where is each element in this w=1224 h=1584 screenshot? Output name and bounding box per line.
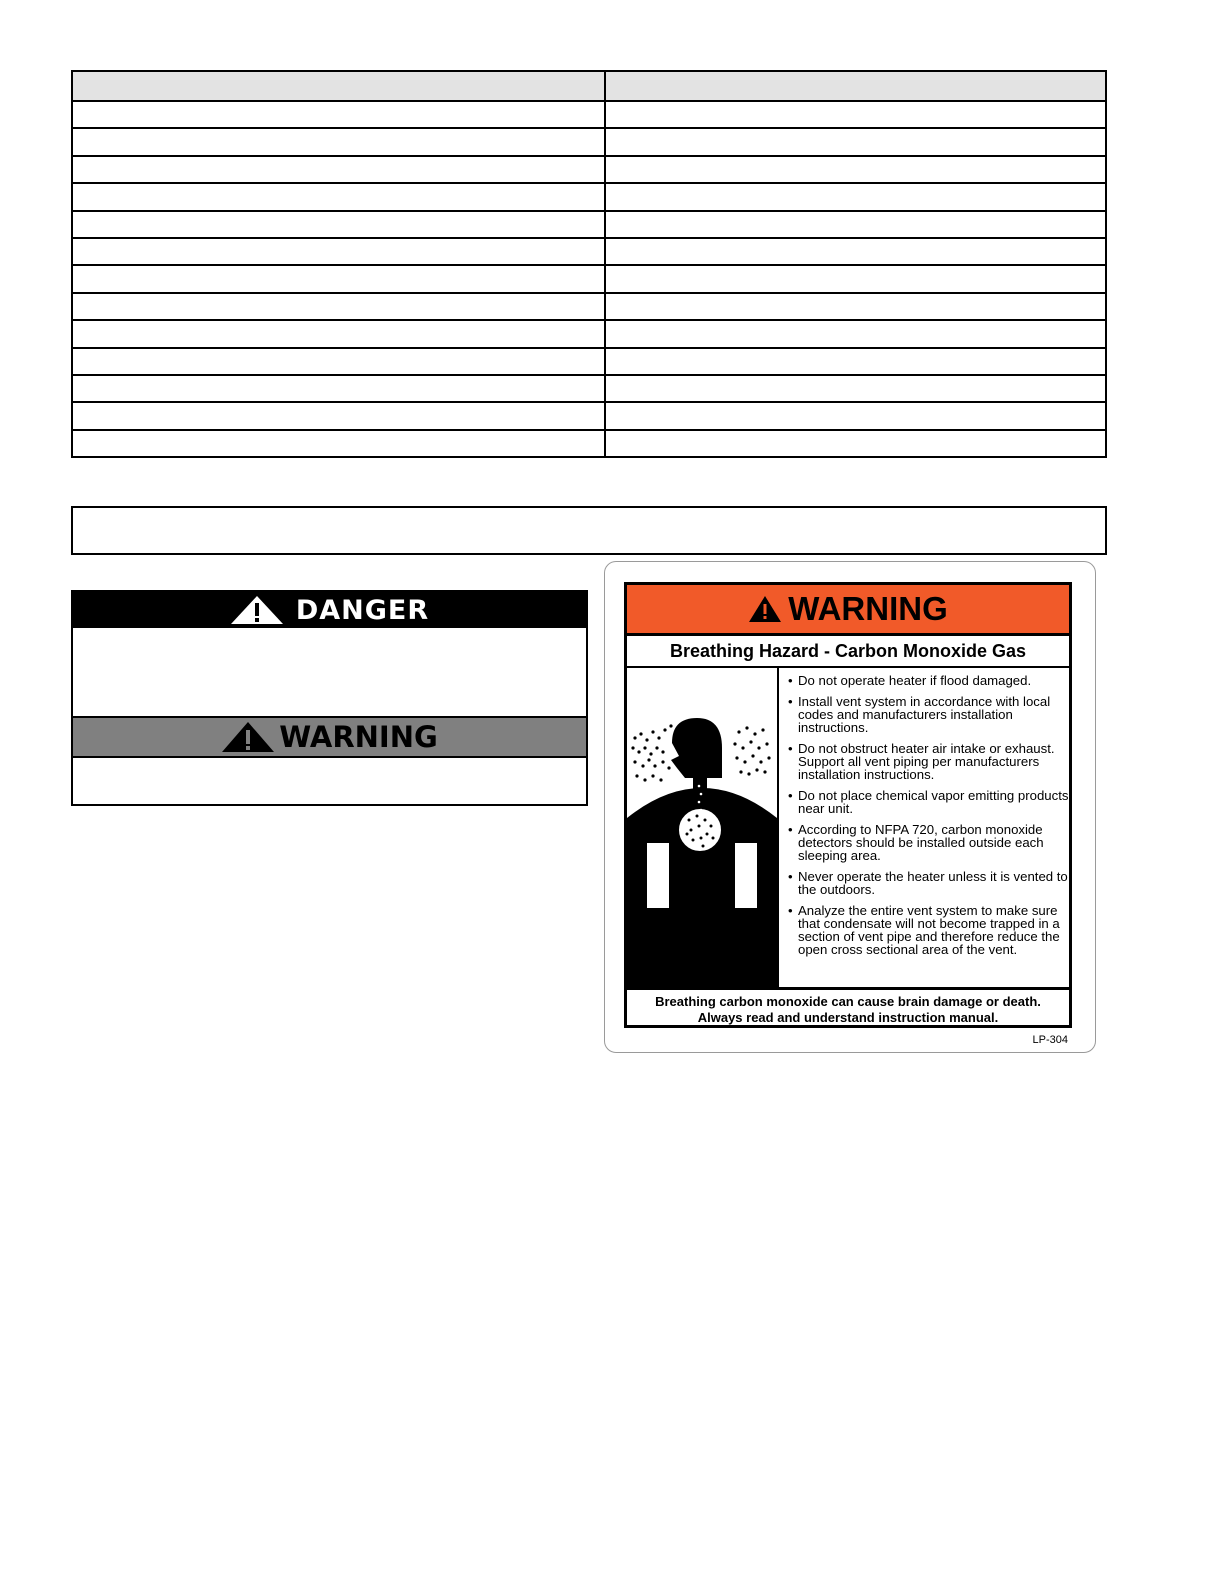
table-cell <box>605 293 1106 320</box>
table-cell <box>72 156 605 183</box>
warning-header <box>73 718 586 758</box>
table-row <box>72 156 1106 183</box>
warning-label-image <box>604 561 1096 1053</box>
table-cell <box>72 430 605 457</box>
warning-label-header <box>627 585 1069 636</box>
danger-header <box>73 592 586 628</box>
table-cell <box>72 265 605 292</box>
table-cell <box>605 320 1106 347</box>
table-cell <box>72 375 605 402</box>
hazard-callout <box>71 590 588 806</box>
list-item: • Do not operate heater if flood damaged. <box>786 674 1076 687</box>
table-cell <box>605 265 1106 292</box>
footer-line: Breathing carbon monoxide can cause brain damage or death. <box>655 994 1041 1009</box>
footer-line: Always read and understand instruction manual. <box>697 1010 999 1025</box>
person-breathing-icon <box>627 668 777 988</box>
list-item: • According to NFPA 720, carbon monoxide detectors should be installed outside each sleeping area. <box>786 823 1076 862</box>
hazard-triangle-icon <box>230 595 284 625</box>
co-inhalation-pictogram <box>627 668 779 988</box>
table-row <box>72 320 1106 347</box>
table-header-row <box>72 71 1106 101</box>
table-cell <box>605 348 1106 375</box>
list-item: • Never operate the heater unless it is vented to the outdoors. <box>786 870 1076 896</box>
table-row <box>72 265 1106 292</box>
table-row <box>72 128 1106 155</box>
warning-label-frame <box>624 582 1072 1028</box>
table-cell <box>605 238 1106 265</box>
table-row <box>72 375 1106 402</box>
table-cell <box>72 238 605 265</box>
table-cell <box>72 211 605 238</box>
table-row <box>72 293 1106 320</box>
table-cell <box>72 402 605 429</box>
table-cell <box>605 211 1106 238</box>
danger-label: DANGER <box>295 594 430 626</box>
table-cell <box>72 101 605 128</box>
list-item: • Do not obstruct heater air intake or exhaust. Support all vent piping per manufacturers installation instructions. <box>786 742 1076 781</box>
table-cell <box>72 183 605 210</box>
table-cell <box>72 348 605 375</box>
table-cell <box>72 293 605 320</box>
table-row <box>72 348 1106 375</box>
list-item: • Analyze the entire vent system to make sure that condensate will not become trapped in a section of vent pipe and therefore reduce the open cross sectional area of the vent. <box>786 904 1076 956</box>
table-cell <box>605 402 1106 429</box>
table-cell <box>605 375 1106 402</box>
label-code: LP-304 <box>1032 1034 1068 1046</box>
table-cell <box>72 128 605 155</box>
table-cell <box>605 101 1106 128</box>
warning-label-title: WARNING <box>788 590 948 627</box>
warning-label: WARNING <box>279 720 438 754</box>
danger-body <box>73 628 586 718</box>
spec-table <box>71 70 1107 458</box>
hazard-triangle-icon <box>221 721 275 753</box>
table-cell <box>605 156 1106 183</box>
table-header-cell <box>605 71 1106 101</box>
note-box <box>71 506 1107 555</box>
table-row <box>72 238 1106 265</box>
hazard-triangle-icon <box>748 595 782 623</box>
list-item: • Do not place chemical vapor emitting products near unit. <box>786 789 1076 815</box>
table-cell <box>72 320 605 347</box>
table-cell <box>605 128 1106 155</box>
table-row <box>72 101 1106 128</box>
table-cell <box>605 430 1106 457</box>
list-item: • Install vent system in accordance with local codes and manufacturers installation instructions. <box>786 695 1076 734</box>
table-header-cell <box>72 71 605 101</box>
warning-label-subtitle: Breathing Hazard - Carbon Monoxide Gas <box>627 636 1069 668</box>
warning-label-footer <box>627 987 1069 1025</box>
table-cell <box>605 183 1106 210</box>
table-row <box>72 430 1106 457</box>
warning-label-bullets <box>786 674 1076 964</box>
table-row <box>72 402 1106 429</box>
table-row <box>72 183 1106 210</box>
table-row <box>72 211 1106 238</box>
